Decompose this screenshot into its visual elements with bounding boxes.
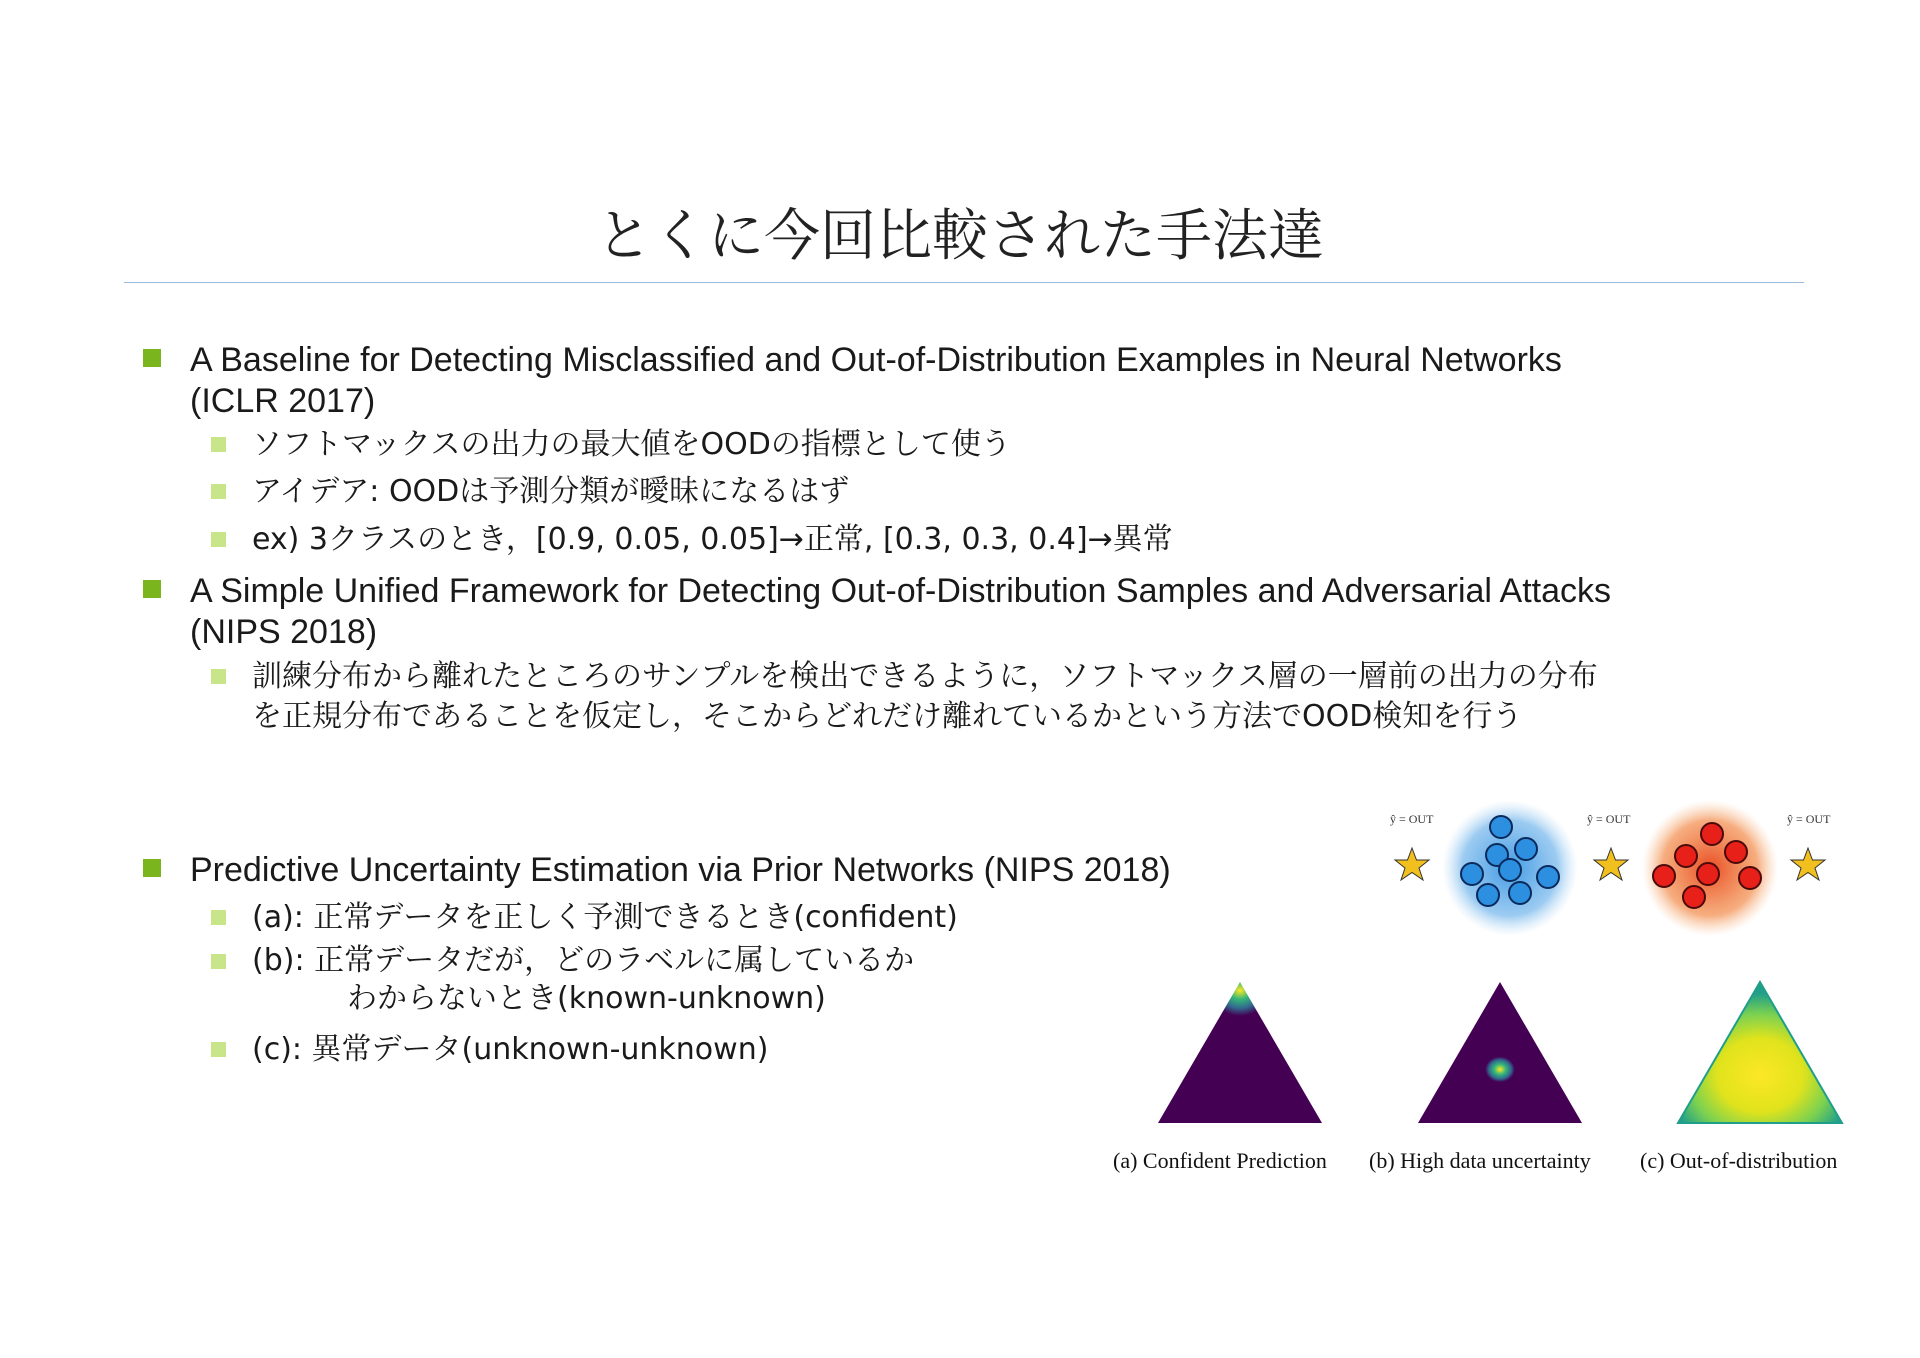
sub-bullet-text: (a): 正常データを正しく予測できるとき(confident): [252, 900, 958, 935]
bullet-unified-framework: [190, 571, 1611, 653]
sub-bullet-known-unknown: [252, 942, 914, 1018]
bullet-square-icon: [143, 349, 161, 367]
bullet-prior-networks: [190, 850, 1171, 891]
bullet-square-icon: [143, 580, 161, 598]
yhat-label-2: ŷ = OUT: [1587, 812, 1631, 826]
star-icon: [1395, 848, 1429, 880]
bullet-square-icon: [143, 859, 161, 877]
sub-bullet-square-icon: [211, 437, 226, 452]
simplex-known-unknown: [1418, 982, 1582, 1123]
simplex-illustration: [1155, 980, 1855, 1140]
bullet-unified-title: A Simple Unified Framework for Detecting Out-of-Distribution Samples and Adversarial Attacks: [190, 572, 1612, 610]
sub-bullet-square-icon: [211, 532, 226, 547]
sub-bullet-square-icon: [211, 669, 226, 684]
sub-bullet-square-icon: [211, 484, 226, 499]
sub-bullet-square-icon: [211, 954, 226, 969]
caption-out-of-distribution: (c) Out-of-distribution: [1640, 1148, 1838, 1173]
bullet-unified-venue: (NIPS 2018): [190, 613, 378, 651]
sub-bullet-text-line1: 訓練分布から離れたところのサンプルを検出できるように，ソフトマックス層の一層前の出力の分布: [252, 659, 1598, 694]
sub-bullet-example: [252, 520, 1173, 560]
caption-confident: (a) Confident Prediction: [1113, 1148, 1327, 1173]
slide-title: とくに今回比較された手法達: [596, 204, 1324, 269]
sub-bullet-unknown-unknown: [252, 1030, 768, 1070]
sub-bullet-text: (c): 異常データ(unknown-unknown): [252, 1032, 769, 1067]
sub-bullet-text: ソフトマックスの出力の最大値をOODの指標として使う: [252, 427, 1011, 462]
sub-bullet-idea: [252, 472, 849, 512]
simplex-confident: [1158, 982, 1322, 1123]
yhat-label-3: ŷ = OUT: [1787, 812, 1831, 826]
cluster-illustration: [1380, 800, 1840, 960]
bullet-baseline: [190, 340, 1562, 422]
title-divider: [124, 282, 1804, 283]
sub-bullet-text-line1: (b): 正常データだが，どのラベルに属しているか: [252, 943, 915, 978]
caption-high-uncertainty: (b) High data uncertainty: [1369, 1148, 1591, 1173]
sub-bullet-softmax: [252, 425, 1011, 465]
bullet-prior-title: Predictive Uncertainty Estimation via Prior Networks (NIPS 2018): [190, 851, 1171, 889]
sub-bullet-square-icon: [211, 1042, 226, 1057]
bullet-baseline-title: A Baseline for Detecting Misclassified and Out-of-Distribution Examples in Neural Networks: [190, 341, 1562, 379]
sub-bullet-text-line2: わからないとき(known-unknown): [347, 981, 826, 1016]
sub-bullet-text-line2: を正規分布であることを仮定し，そこからどれだけ離れているかという方法でOOD検知を行う: [252, 699, 1523, 734]
sub-bullet-mahalanobis: [252, 657, 1598, 737]
star-icon: [1594, 848, 1628, 880]
sub-bullet-text: ex) 3クラスのとき，[0.9, 0.05, 0.05]→正常, [0.3, 0.3, 0.4]→異常: [252, 522, 1173, 557]
sub-bullet-square-icon: [211, 910, 226, 925]
sub-bullet-text: アイデア: OODは予測分類が曖昧になるはず: [252, 474, 850, 509]
simplex-out-of-distribution: [1678, 982, 1842, 1123]
yhat-label-1: ŷ = OUT: [1390, 812, 1434, 826]
sub-bullet-confident: [252, 898, 958, 938]
bullet-baseline-venue: (ICLR 2017): [190, 382, 376, 420]
star-icon: [1791, 848, 1825, 880]
